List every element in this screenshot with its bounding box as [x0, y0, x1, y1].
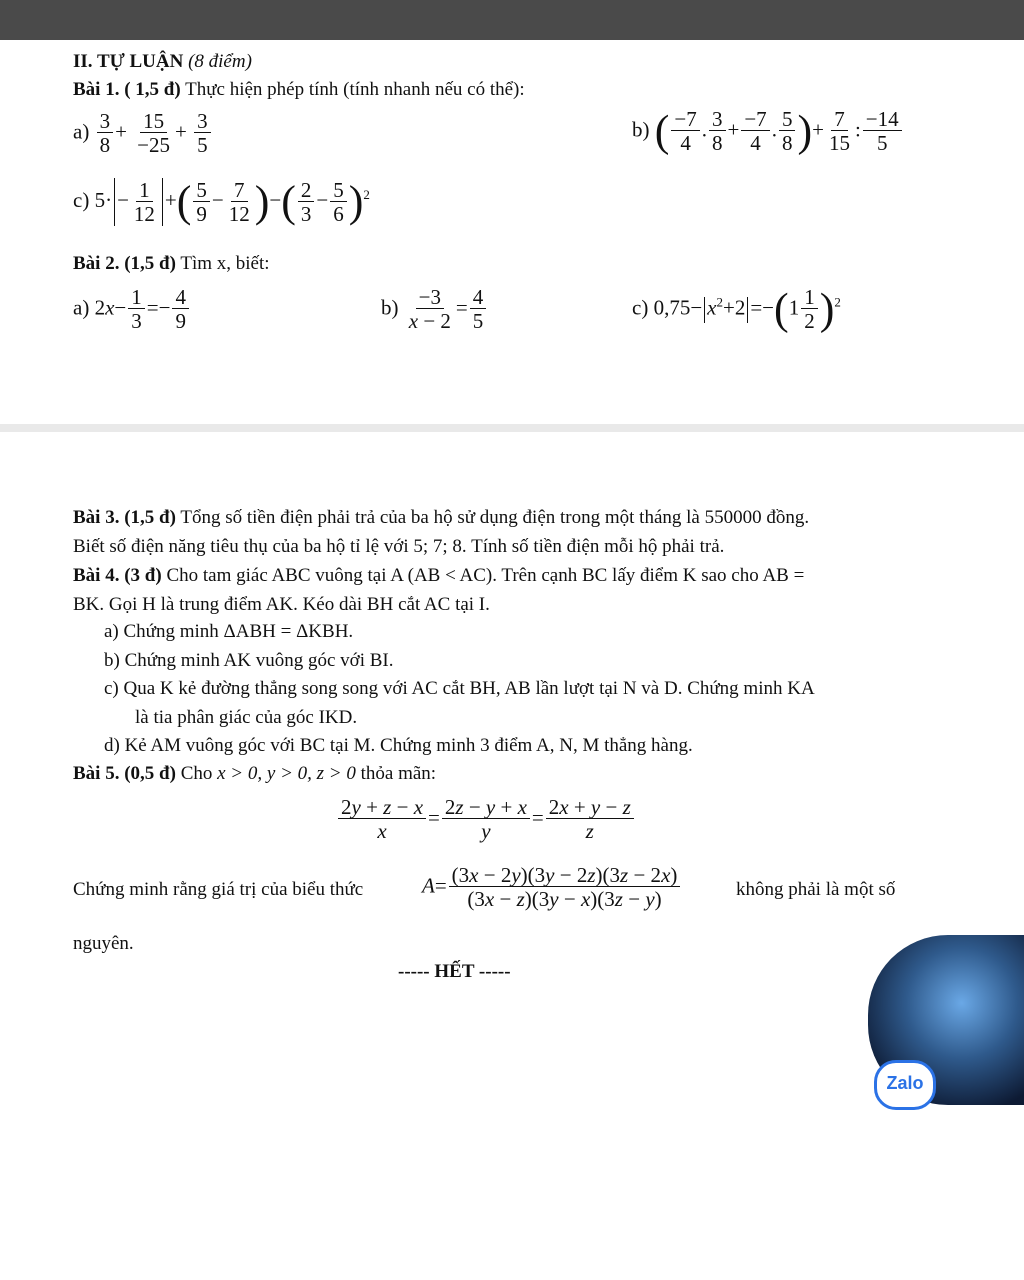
- bai4-item-a: a) Chứng minh ΔABH = ΔKBH.: [104, 621, 354, 642]
- bai4-item-c-cont: là tia phân giác của góc IKD.: [135, 707, 358, 728]
- bai2-c: c) $0,75- x^2+2 =-(1$ $\frac{1}{2}$ )$^2$: [632, 284, 841, 334]
- bai4-item-b: b) Chứng minh AK vuông góc với BI.: [104, 650, 394, 671]
- bai2-heading: Bài 2. (1,5 đ) Tìm x, biết:: [73, 253, 270, 274]
- bai4-line1: Bài 4. (3 đ) Cho tam giác ABC vuông tại A (AB < AC). Trên cạnh BC lấy điểm K sao cho AB =: [73, 565, 805, 586]
- zalo-logo-icon[interactable]: Zalo: [874, 1060, 936, 1110]
- bai1-heading: Bài 1. ( 1,5 đ) Thực hiện phép tính (tính nhanh nếu có thể):: [73, 79, 525, 100]
- bai2-a: a) 2x− $\frac{1}{3}$ =− $\frac{4}{9}$: [73, 286, 191, 333]
- bai3-line2: Biết số điện năng tiêu thụ của ba hộ tỉ lệ với 5; 7; 8. Tính số tiền điện mỗi hộ phải trả.: [73, 536, 725, 557]
- bai5-last: nguyên.: [73, 933, 134, 954]
- bai4-line2: BK. Gọi H là trung điểm AK. Kéo dài BH cắt AC tại I.: [73, 594, 490, 615]
- bai2-b: b) $\frac{-3}{x - 2}$ = $\frac{4}{5}$: [381, 286, 488, 333]
- bai5-not-integer: không phải là một số: [736, 879, 896, 900]
- section-title: II. TỰ LUẬN (8 điểm): [73, 51, 252, 72]
- bai5-expression: A= $\frac{(3x - 2y)(3y - 2z)(3z - 2x)}{(3x - z)(3y - x)(3z - y)}$: [422, 864, 682, 911]
- bai1-b: b) ( $\frac{-7}{4}$ . $\frac{3}{8}$ + $\frac{-7}{4}$ . $\frac{5}{8}$ )+ $\frac{7}{15}$ : $\frac{-14}{5}$: [632, 108, 904, 155]
- bai5-equation: $\frac{2y + z - x}{x}$ = $\frac{2z - y + x}{y}$ = $\frac{2x + y - z}{z}$: [336, 796, 636, 843]
- bai1-c: c) 5· − $\frac{1}{12}$ +( $\frac{5}{9}$ − $\frac{7}{12}$ )−( $\frac{2}{3}$ − $\frac{5}{6}$ )$^2$: [73, 177, 370, 226]
- top-toolbar: [0, 0, 1024, 40]
- page-separator: [0, 424, 1024, 432]
- end-marker: ----- HẾT -----: [398, 961, 511, 982]
- bai4-item-d: d) Kẻ AM vuông góc với BC tại M. Chứng minh 3 điểm A, N, M thẳng hàng.: [104, 735, 693, 756]
- bai5-prove: Chứng minh rằng giá trị của biểu thức: [73, 879, 364, 900]
- bai3-line1: Bài 3. (1,5 đ) Tổng số tiền điện phải trả của ba hộ sử dụng điện trong một tháng là 550000 đồng.: [73, 507, 810, 528]
- bai5-heading: Bài 5. (0,5 đ) Cho x > 0, y > 0, z > 0 thỏa mãn:: [73, 763, 437, 784]
- bai4-item-c: c) Qua K kẻ đường thẳng song song với AC cắt BH, AB lần lượt tại N và D. Chứng minh KA: [104, 678, 815, 699]
- bai1-a: a) $\frac{3}{8}$ + $\frac{15}{-25}$ + $\frac{3}{5}$: [73, 110, 213, 157]
